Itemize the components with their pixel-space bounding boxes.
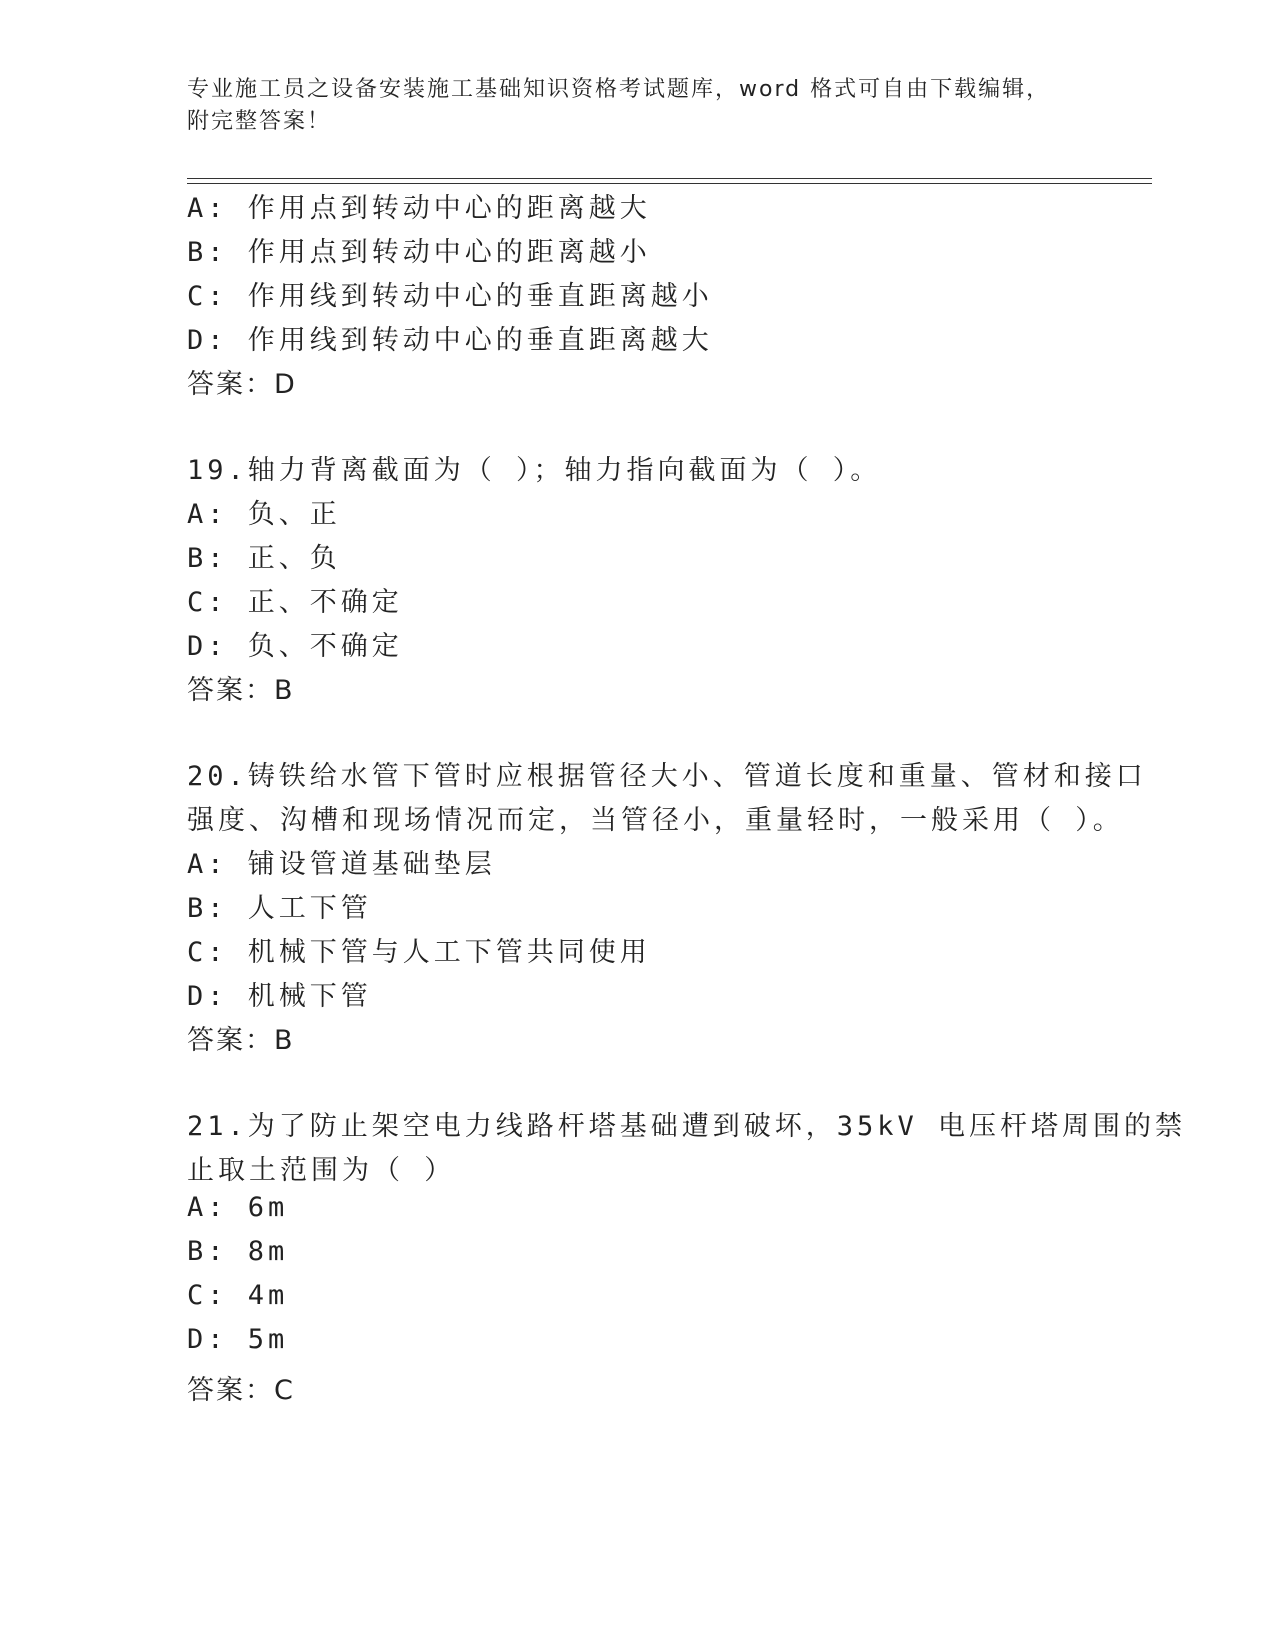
q21-option-d: D: 5m xyxy=(187,1324,289,1355)
header-line-1: 专业施工员之设备安装施工基础知识资格考试题库，word 格式可自由下载编辑， xyxy=(187,77,1051,102)
q21-option-b: B: 8m xyxy=(187,1236,289,1267)
q19-option-d: D: 负、不确定 xyxy=(187,631,403,662)
q20-answer: 答案：B xyxy=(187,1025,295,1056)
q19-option-c: C: 正、不确定 xyxy=(187,587,403,618)
header-divider-top xyxy=(187,178,1152,179)
q21-option-c: C: 4m xyxy=(187,1280,289,1311)
q19-option-a: A: 负、正 xyxy=(187,499,341,530)
q21-option-a: A: 6m xyxy=(187,1192,289,1223)
q21-question-line-2: 止取土范围为（ ） xyxy=(187,1155,456,1186)
q18-option-b: B: 作用点到转动中心的距离越小 xyxy=(187,237,651,268)
q18-option-a: A: 作用点到转动中心的距离越大 xyxy=(187,193,651,224)
header-divider-bottom xyxy=(187,183,1152,184)
q20-question-line-2: 强度、沟槽和现场情况而定，当管径小，重量轻时，一般采用（ ）。 xyxy=(187,805,1124,836)
q21-answer: 答案：C xyxy=(187,1375,295,1406)
q21-question-line-1: 21.为了防止架空电力线路杆塔基础遭到破坏，35kV 电压杆塔周围的禁 xyxy=(187,1111,1187,1142)
q20-option-b: B: 人工下管 xyxy=(187,893,372,924)
q19-option-b: B: 正、负 xyxy=(187,543,341,574)
q20-option-a: A: 铺设管道基础垫层 xyxy=(187,849,496,880)
header-line-2: 附完整答案！ xyxy=(187,109,332,134)
document-header xyxy=(187,74,1087,138)
q19-question: 19.轴力背离截面为（ ）；轴力指向截面为（ ）。 xyxy=(187,455,882,486)
q19-answer: 答案：B xyxy=(187,675,295,706)
q18-option-c: C: 作用线到转动中心的垂直距离越小 xyxy=(187,281,713,312)
q18-answer: 答案：D xyxy=(187,369,297,400)
q18-option-d: D: 作用线到转动中心的垂直距离越大 xyxy=(187,325,713,356)
q20-option-d: D: 机械下管 xyxy=(187,981,372,1012)
q20-question-line-1: 20.铸铁给水管下管时应根据管径大小、管道长度和重量、管材和接口 xyxy=(187,761,1147,792)
q20-option-c: C: 机械下管与人工下管共同使用 xyxy=(187,937,651,968)
